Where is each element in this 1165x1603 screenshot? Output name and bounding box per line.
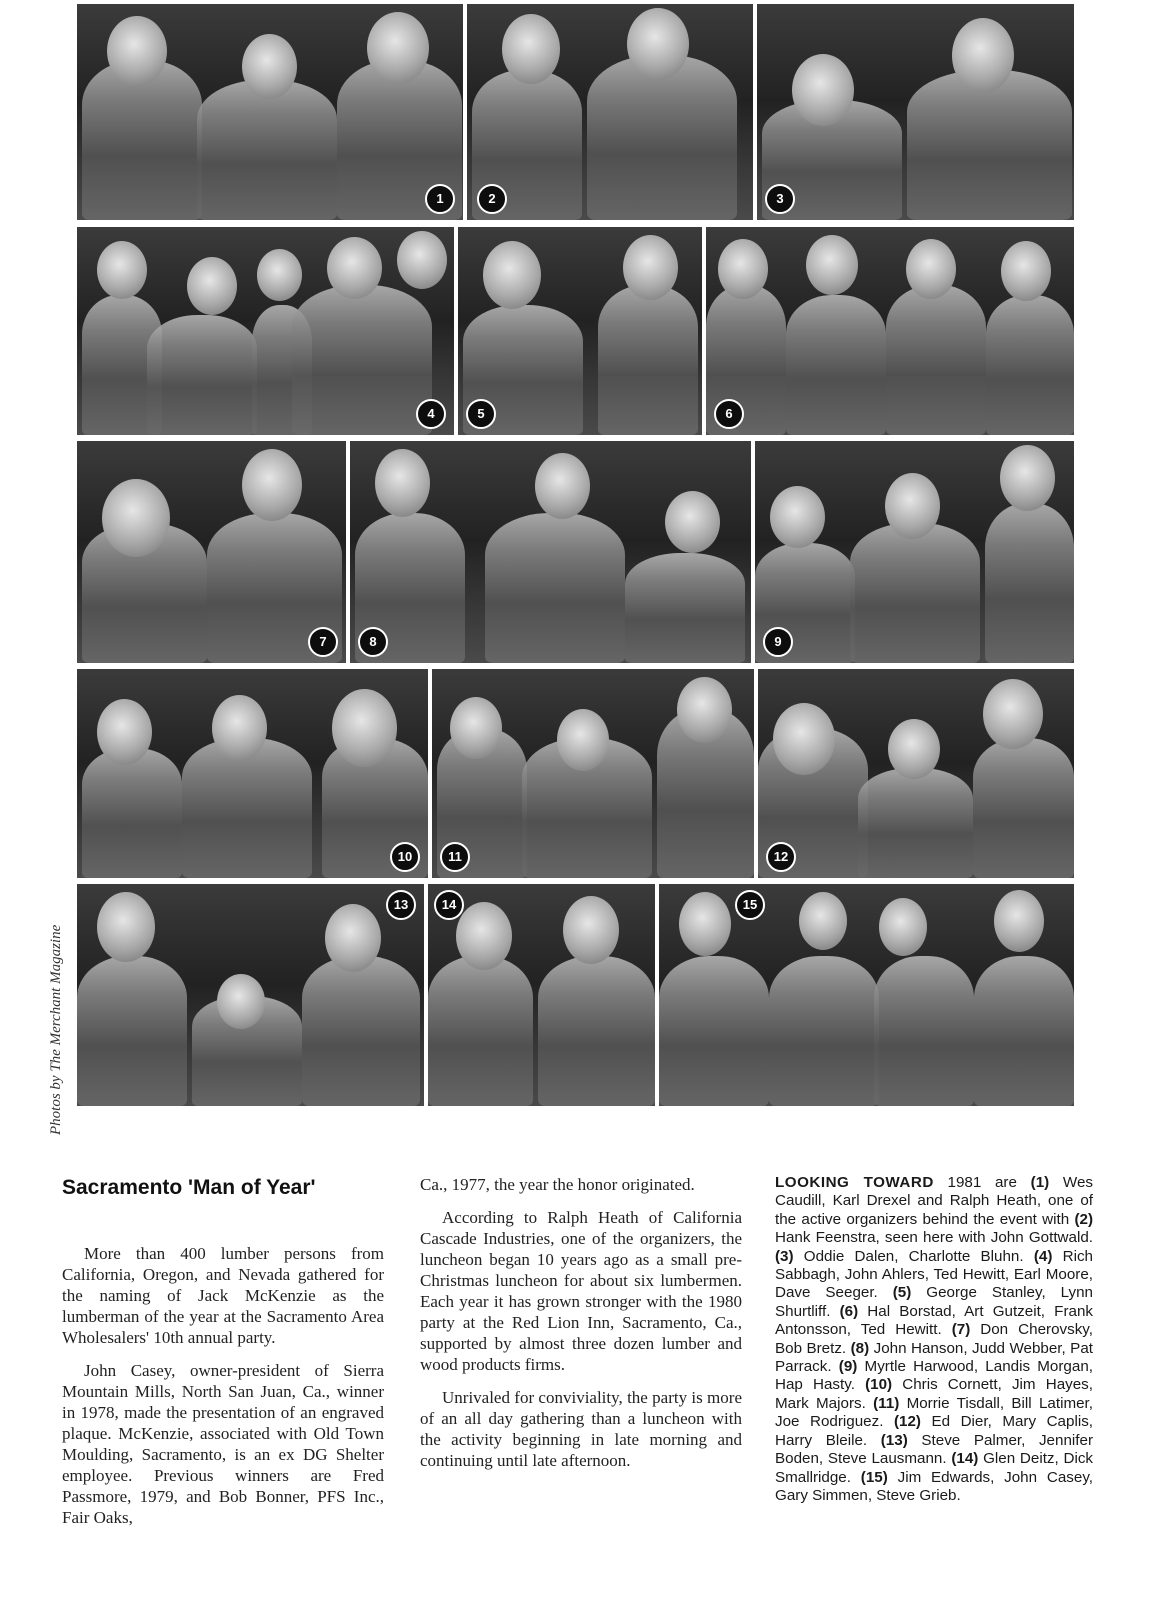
paragraph: Unrivaled for conviviality, the party is more of an all day gathering than a luncheon with the activity beginning in late morning and continuing until late afternoon. <box>420 1388 742 1470</box>
photo-12 <box>758 669 1074 878</box>
photo-number-badge: 6 <box>714 399 744 429</box>
photo-number-badge: 7 <box>308 627 338 657</box>
photo-6 <box>706 227 1074 435</box>
photo-number-badge: 11 <box>440 842 470 872</box>
article-column-2 <box>420 1174 742 1483</box>
caption-number: (7) <box>951 1321 971 1339</box>
caption-number: (14) <box>951 1450 979 1468</box>
paragraph: More than 400 lumber persons from California, Oregon, and Nevada gathered for the naming of Jack McKenzie as the lumberman of the year at the Sacramento Area Wholesalers' 10th annual party. <box>62 1244 384 1347</box>
caption-text: Don Cherovsky, Bob Bretz. <box>775 1321 1093 1357</box>
caption-text: Ed Dier, Mary Caplis, Harry Bleile. <box>775 1413 1094 1449</box>
photo-13 <box>77 884 424 1106</box>
caption-number: (13) <box>880 1431 908 1449</box>
paragraph: According to Ralph Heath of California Cascade Industries, one of the organizers, the luncheon began 10 years ago as a small pre-Christmas luncheon for about six lumbermen. Each year it has grown stronger with the 1980 party at the Red Lion Inn, Sacramento, Ca., supported by almost three dozen lumber and wood products firms. <box>420 1208 742 1374</box>
photo-5 <box>458 227 702 435</box>
caption-text: Rich Sabbagh, John Ahlers, Ted Hewitt, Earl Moore, Dave Seeger. <box>775 1247 1094 1302</box>
caption-text: George Stanley, Lynn Shurtliff. <box>775 1284 1093 1320</box>
photo-credit: Photos by The Merchant Magazine <box>48 924 64 1135</box>
photo-number-badge: 1 <box>425 184 455 214</box>
photo-number-badge: 12 <box>766 842 796 872</box>
photo-10 <box>77 669 428 878</box>
photo-number-badge: 4 <box>416 399 446 429</box>
caption-text: Jim Edwards, John Casey, Gary Simmen, Steve Grieb. <box>775 1468 1094 1504</box>
photo-3 <box>757 4 1074 220</box>
photo-15 <box>659 884 1074 1106</box>
article-column-1 <box>62 1243 384 1540</box>
caption-text: Hank Feenstra, seen here with John Gottwald. <box>775 1229 1093 1247</box>
caption-text: Morrie Tisdall, Bill Latimer, Joe Rodriguez. <box>775 1394 1093 1431</box>
photo-number-badge: 13 <box>386 890 416 920</box>
photo-number-badge: 2 <box>477 184 507 214</box>
caption-text: Wes Caudill, Karl Drexel and Ralph Heath, one of the active organizers behind the event with <box>775 1174 1094 1228</box>
caption-number: (4) <box>1033 1247 1053 1265</box>
caption-text: Hal Borstad, Art Gutzeit, Frank Antonsson, Ted Hewitt. <box>775 1302 1094 1339</box>
caption-number: (1) <box>1030 1174 1050 1191</box>
caption-number: (5) <box>892 1284 912 1302</box>
photo-1 <box>77 4 463 220</box>
photo-number-badge: 3 <box>765 184 795 214</box>
photo-11 <box>432 669 754 878</box>
caption-text: Glen Deitz, Dick Smallridge. <box>775 1450 1094 1486</box>
caption-number: (11) <box>873 1394 900 1412</box>
caption-intro: 1981 are <box>933 1174 1031 1191</box>
photo-2 <box>467 4 753 220</box>
article-headline: Sacramento 'Man of Year' <box>62 1176 316 1199</box>
caption-text: Chris Cornett, Jim Hayes, Mark Majors. <box>775 1376 1093 1412</box>
photo-4 <box>77 227 454 435</box>
photo-9 <box>755 441 1074 663</box>
photo-number-badge: 9 <box>763 627 793 657</box>
caption-text: Oddie Dalen, Charlotte Bluhn. <box>793 1247 1034 1265</box>
photo-number-badge: 5 <box>466 399 496 429</box>
caption-number: (15) <box>860 1468 888 1486</box>
caption-number: (2) <box>1074 1210 1093 1228</box>
caption-text: John Hanson, Judd Webber, Pat Parrack. <box>775 1339 1093 1376</box>
caption-number: (3) <box>775 1247 794 1265</box>
photo-7 <box>77 441 346 663</box>
photo-14 <box>428 884 655 1106</box>
photo-8 <box>350 441 751 663</box>
photo-number-badge: 15 <box>735 890 765 920</box>
caption-text: Steve Palmer, Jennifer Boden, Steve Lausmann. <box>775 1431 1093 1468</box>
photo-number-badge: 10 <box>390 842 420 872</box>
photo-number-badge: 14 <box>434 890 464 920</box>
caption-number: (12) <box>893 1413 921 1431</box>
caption-number: (10) <box>865 1376 893 1394</box>
caption-number: (9) <box>838 1358 858 1376</box>
caption-text: Myrtle Harwood, Landis Morgan, Hap Hasty. <box>775 1358 1093 1394</box>
caption-number: (6) <box>839 1302 859 1320</box>
photo-number-badge: 8 <box>358 627 388 657</box>
caption-lead: LOOKING TOWARD <box>775 1174 934 1191</box>
caption-number: (8) <box>850 1339 870 1357</box>
paragraph: Ca., 1977, the year the honor originated. <box>420 1175 695 1194</box>
photo-captions <box>775 1174 1093 1505</box>
paragraph: John Casey, owner-president of Sierra Mountain Mills, North San Juan, Ca., winner in 1978, made the presentation of an engraved plaque. McKenzie, associated with Old Town Moulding, Sacramento, is an ex DG Shelter employee. Previous winners are Fred Passmore, 1979, and Bob Bonner, PFS Inc., Fair Oaks, <box>62 1361 384 1527</box>
